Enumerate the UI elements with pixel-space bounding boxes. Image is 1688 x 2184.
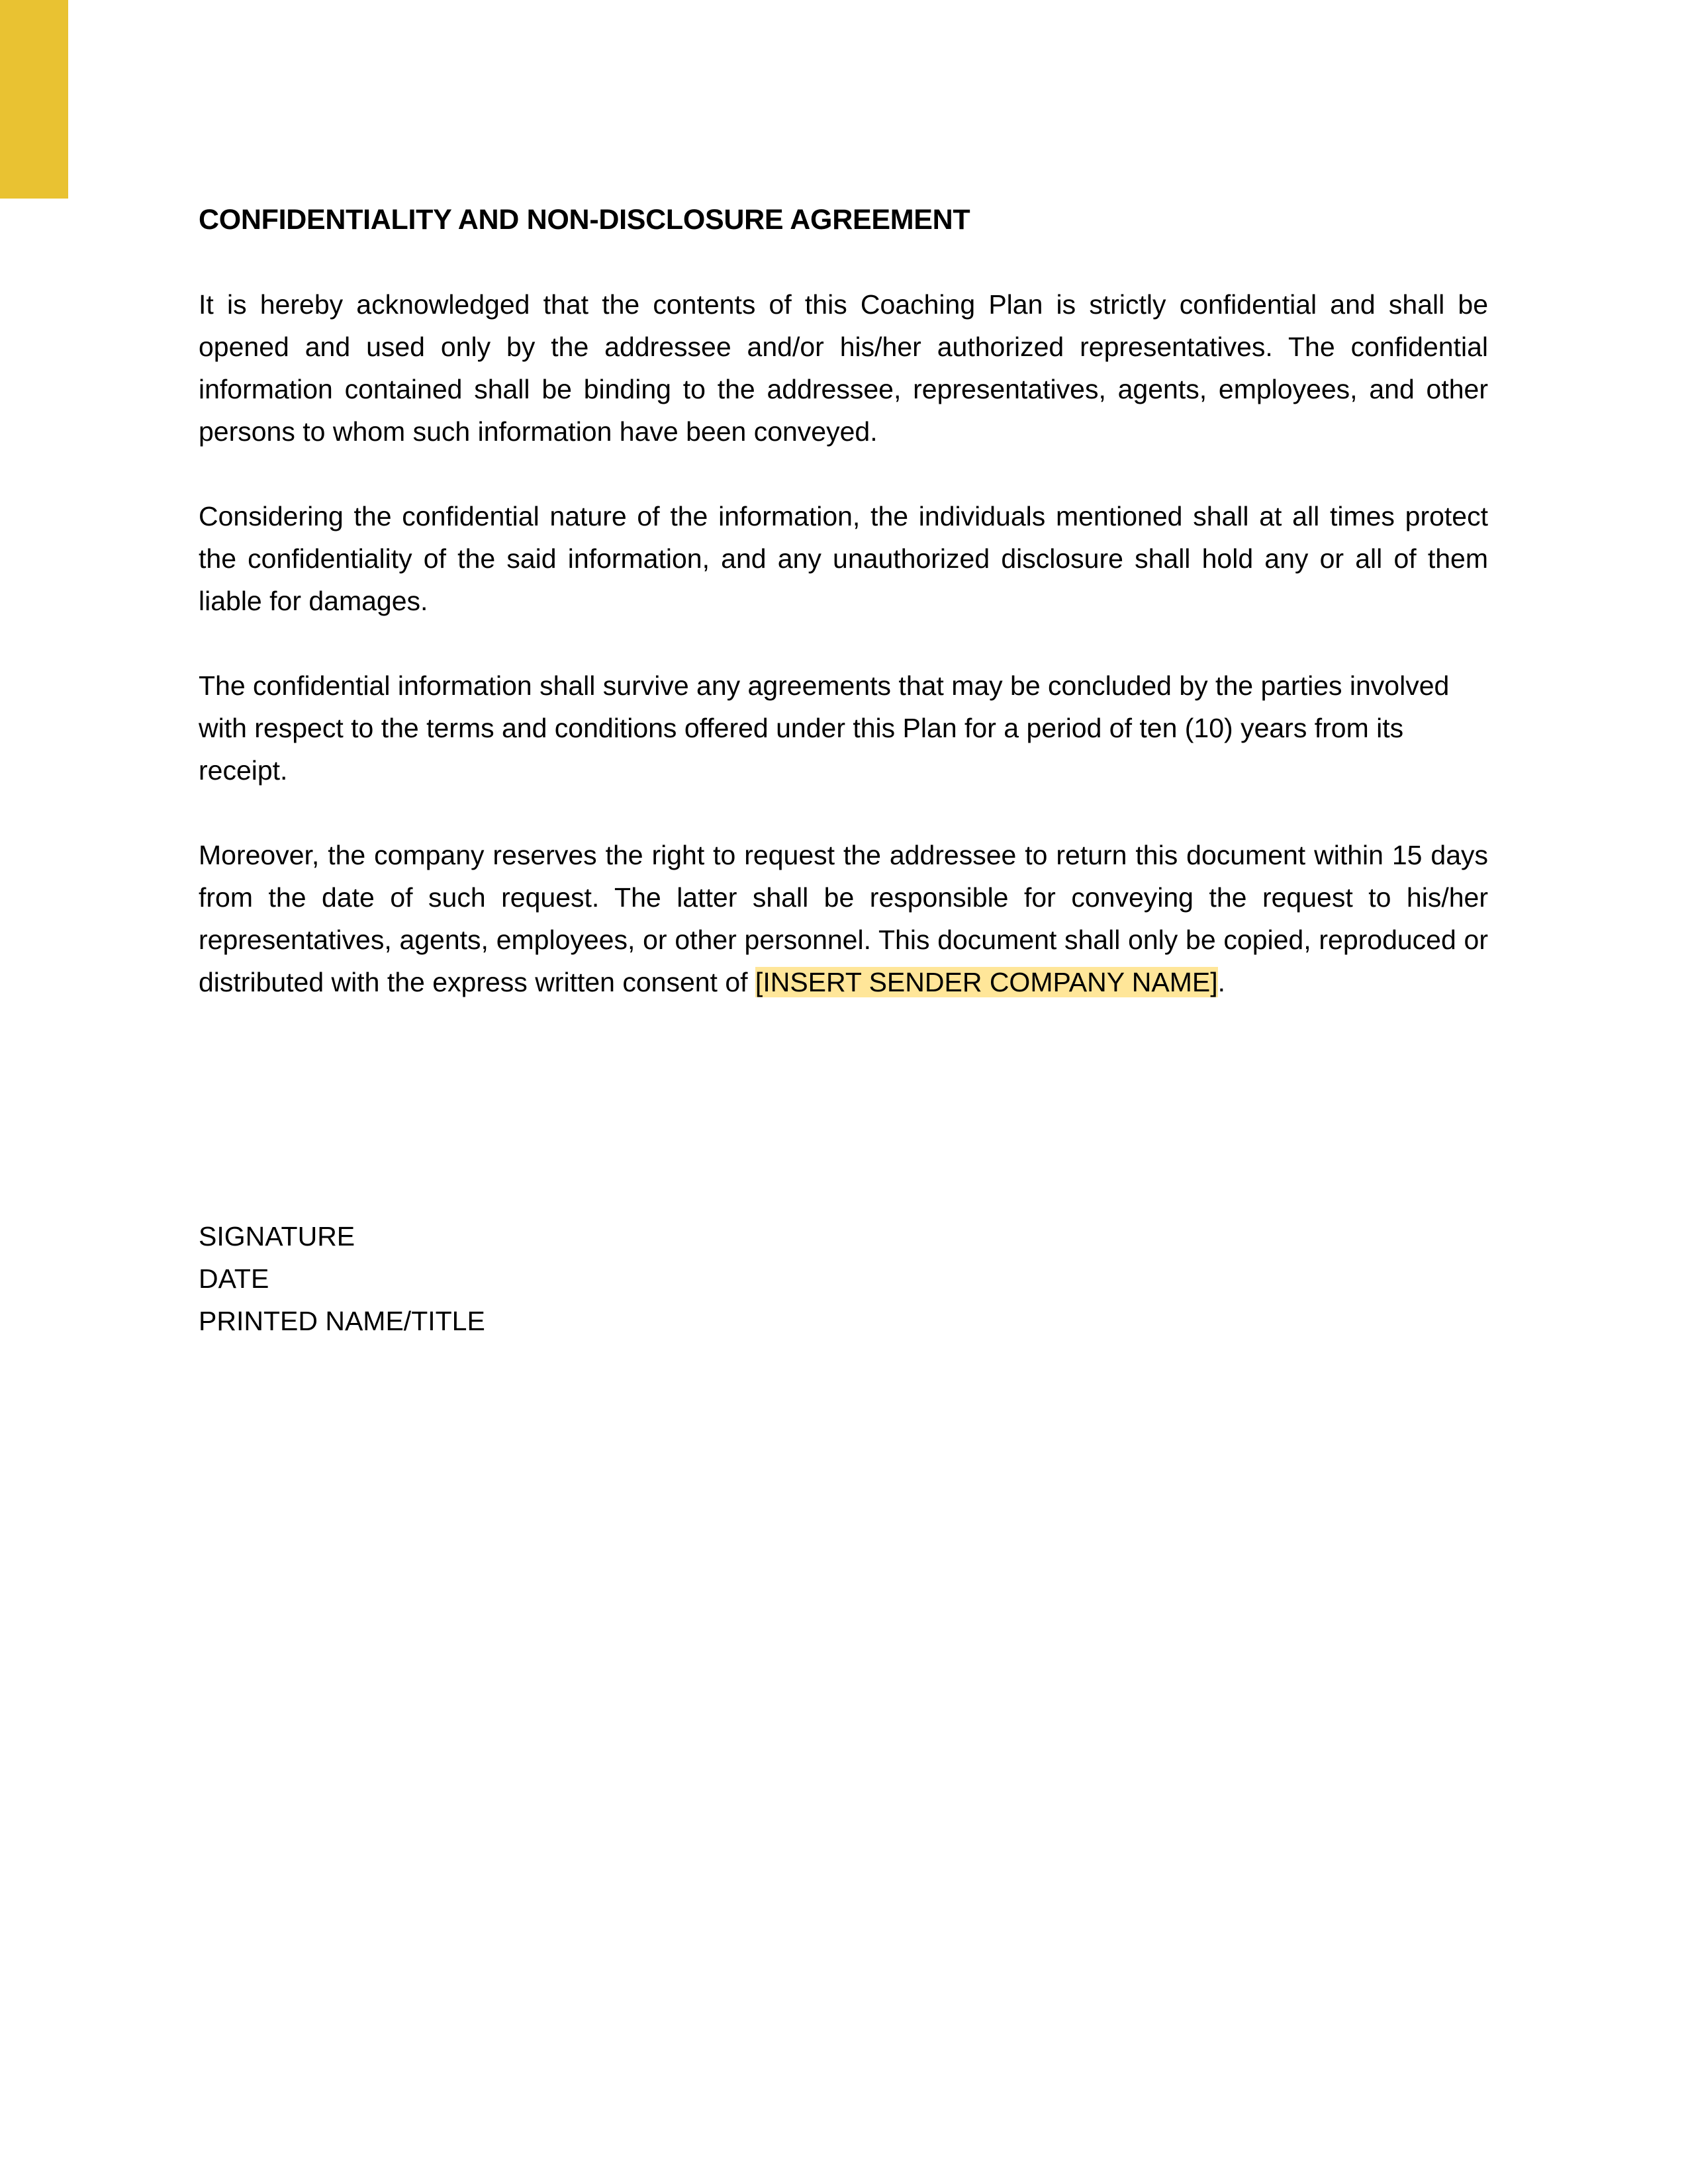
document-title: CONFIDENTIALITY AND NON-DISCLOSURE AGREEMENT: [199, 204, 970, 236]
paragraph-end-punctuation: .: [1217, 967, 1225, 997]
document-body: [199, 199, 1488, 1342]
accent-bar: [0, 0, 68, 199]
paragraph-acknowledgement: It is hereby acknowledged that the contents of this Coaching Plan is strictly confidential and shall be opened and used only by the addressee and/or his/her authorized representatives. The confidential information contained shall be binding to the addressee, representatives, agents, employees, and other persons to whom such information have been conveyed.: [199, 289, 1488, 447]
paragraph-survival: The confidential information shall survive any agreements that may be concluded by the parties involved with respect to the terms and conditions offered under this Plan for a period of ten (10) years from its receipt.: [199, 670, 1450, 786]
date-label: DATE: [199, 1263, 269, 1294]
company-name-placeholder[interactable]: [INSERT SENDER COMPANY NAME]: [755, 967, 1218, 997]
paragraph-confidential-nature: Considering the confidential nature of the information, the individuals mentioned shall at all times protect the confidentiality of the said information, and any unauthorized disclosure shall hold any or all of them liable for damages.: [199, 501, 1488, 616]
signature-block: [199, 1215, 1488, 1342]
paragraph-return-request: [199, 834, 1488, 1003]
paragraph-return-text: Moreover, the company reserves the right to request the addressee to return this document within 15 days from the date of such request. The latter shall be responsible for conveying the request to his/her representatives, agents, employees, or other personnel. This document shall only be copied, reproduced or distributed with the express written consent of: [199, 840, 1488, 997]
printed-name-label: PRINTED NAME/TITLE: [199, 1306, 485, 1336]
signature-label: SIGNATURE: [199, 1221, 355, 1251]
